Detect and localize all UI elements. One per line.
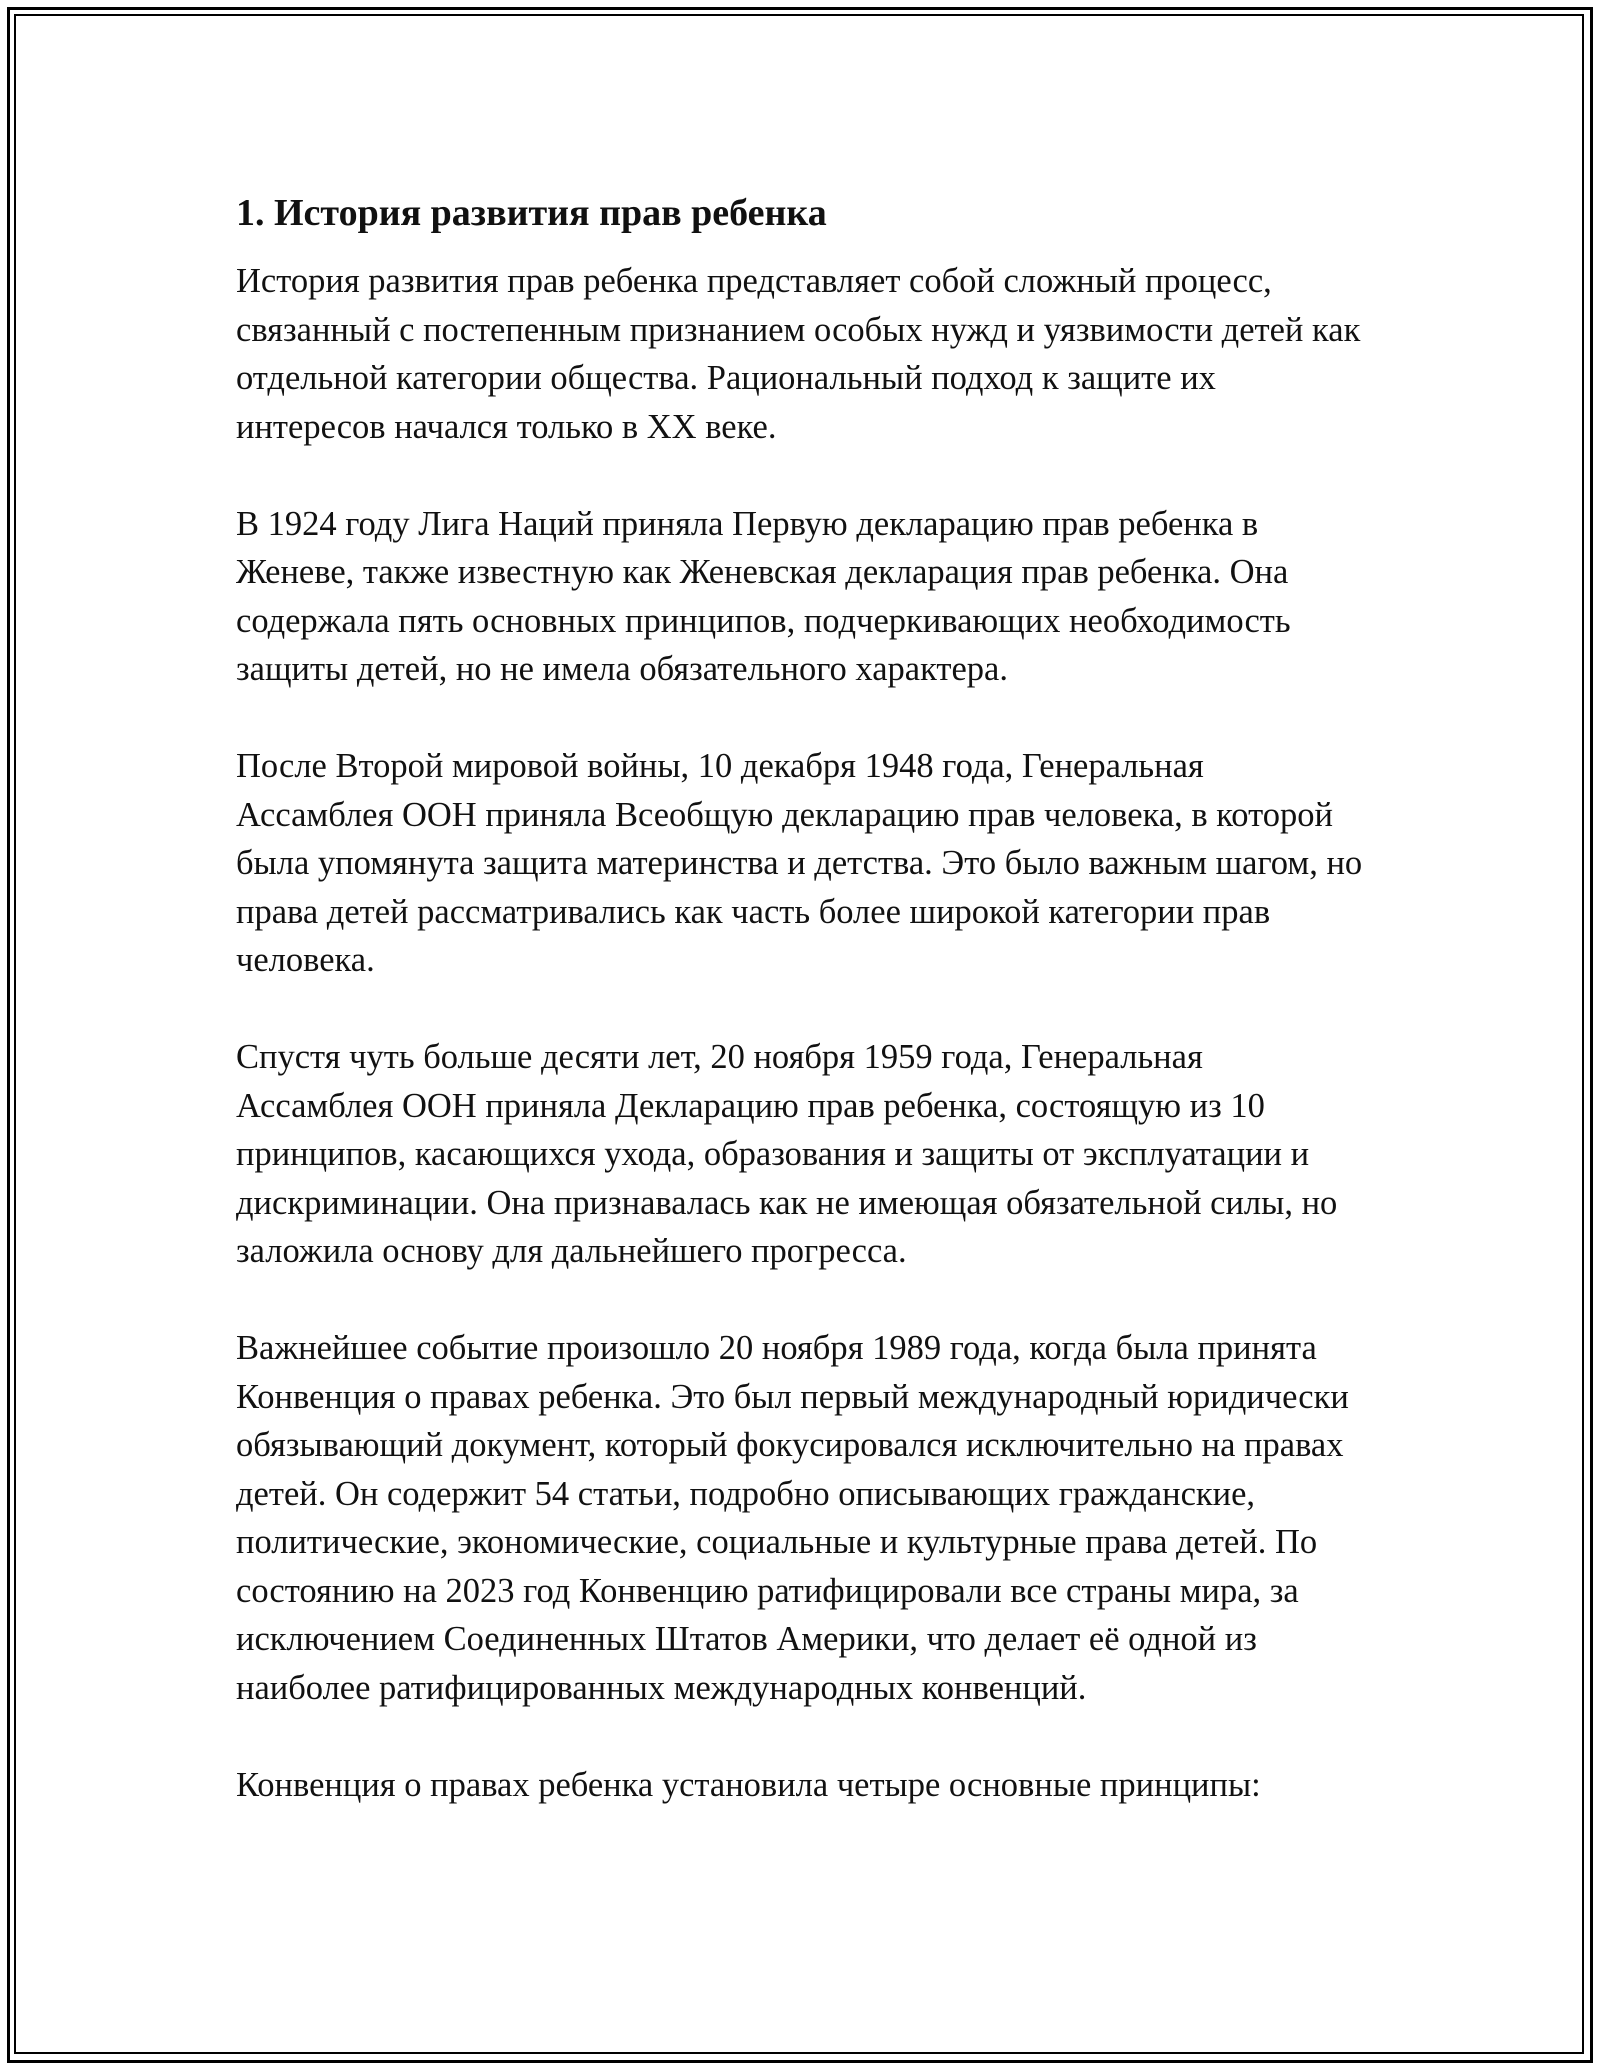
paragraph-1948-universal-declaration: После Второй мировой войны, 10 декабря 1948 года, Генеральная Ассамблея ООН приняла Всеобщую декларацию прав человека, в которой была упомянута защита материнства и детства. Это было важным шагом, но права детей рассматривались как часть более широкой категории прав человека. [236, 747, 1363, 979]
paragraph-intro: История развития прав ребенка представляет собой сложный процесс, связанный с постепенным признанием особых нужд и уязвимости детей как отдельной категории общества. Рациональный подход к защите их интересов начался только в XX веке. [236, 262, 1361, 446]
section-heading: 1. История развития прав ребенка [236, 192, 827, 234]
document-body [236, 186, 1366, 1858]
paragraph-1989-convention: Важнейшее событие произошло 20 ноября 1989 года, когда была принята Конвенция о правах ребенка. Это был первый международный юридически обязывающий документ, который фокусировался исключительно на правах детей. Он содержит 54 статьи, подробно описывающих гражданские, политические, экономические, социальные и культурные права детей. По состоянию на 2023 год Конвенцию ратифицировали все страны мира, за исключением Соединенных Штатов Америки, что делает её одной из наиболее ратифицированных международных конвенций. [236, 1329, 1349, 1707]
paragraph-convention-principles: Конвенция о правах ребенка установила четыре основные принципы: [236, 1765, 1261, 1804]
paragraph-1924-geneva-declaration: В 1924 году Лига Наций приняла Первую декларацию прав ребенка в Женеве, также известную как Женевская декларация прав ребенка. Она содержала пять основных принципов, подчеркивающих необходимость защиты детей, но не имела обязательного характера. [236, 504, 1291, 688]
paragraph-1959-declaration: Спустя чуть больше десяти лет, 20 ноября 1959 года, Генеральная Ассамблея ООН приняла Декларацию прав ребенка, состоящую из 10 принципов, касающихся ухода, образования и защиты от эксплуатации и дискриминации. Она признавалась как не имеющая обязательной силы, но заложила основу для дальнейшего прогресса. [236, 1038, 1338, 1270]
